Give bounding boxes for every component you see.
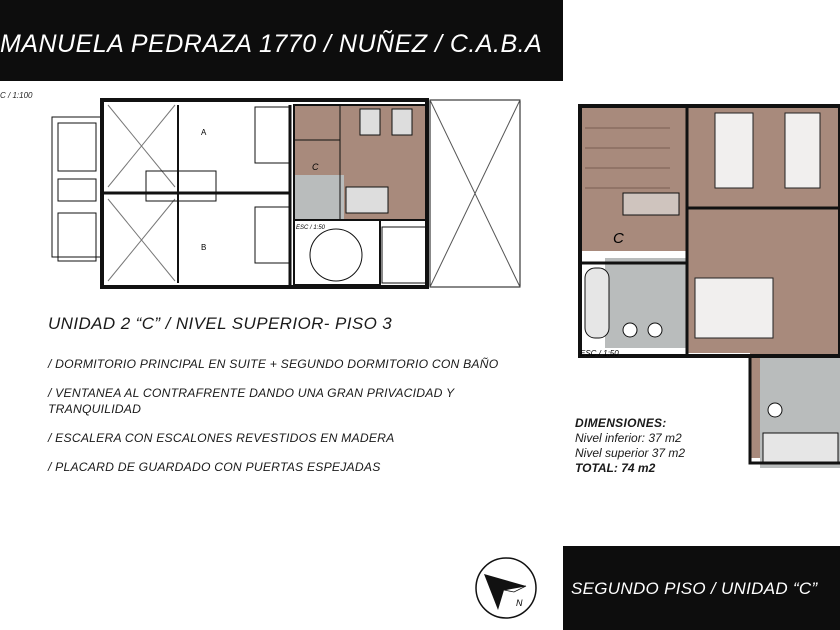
north-compass-icon xyxy=(474,556,538,620)
floor-plan-overview xyxy=(50,95,530,290)
feature-list xyxy=(48,356,543,488)
title-bar xyxy=(0,0,563,81)
dimensions-block xyxy=(575,416,685,476)
room-a-label: A xyxy=(201,128,207,137)
room-c-large-label: C xyxy=(613,230,624,247)
large-plan-scale-label: ESC / 1:50 xyxy=(580,349,619,358)
unit-heading: UNIDAD 2 “C” / NIVEL SUPERIOR- PISO 3 xyxy=(48,314,393,333)
footer-title: SEGUNDO PISO / UNIDAD “C” xyxy=(571,579,818,598)
room-b-label: B xyxy=(201,243,207,252)
dimension-total: TOTAL: 74 m2 xyxy=(575,461,656,475)
footer-bar xyxy=(563,546,840,630)
room-c-label: C xyxy=(312,162,319,172)
project-title: MANUELA PEDRAZA 1770 / NUÑEZ / C.A.B.A xyxy=(0,30,543,58)
dimension-upper: Nivel superior 37 m2 xyxy=(575,446,686,460)
dimension-lower: Nivel inferior: 37 m2 xyxy=(575,431,682,445)
compass-label: N xyxy=(516,598,523,608)
dimensions-heading: DIMENSIONES: xyxy=(575,416,667,430)
feature-item: / DORMITORIO PRINCIPAL EN SUITE + SEGUNDO DORMITORIO CON BAÑO xyxy=(48,357,499,371)
feature-item: / VENTANEA AL CONTRAFRENTE DANDO UNA GRAN PRIVACIDAD Y TRANQUILIDAD xyxy=(48,386,455,416)
inner-scale-label: ESC / 1:50 xyxy=(296,225,326,231)
feature-item: / PLACARD DE GUARDADO CON PUERTAS ESPEJADAS xyxy=(48,460,381,474)
feature-item: / ESCALERA CON ESCALONES REVESTIDOS EN MADERA xyxy=(48,431,395,445)
small-plan-scale-label: C / 1:100 xyxy=(0,91,33,100)
floor-plan-upper-level xyxy=(575,98,840,468)
